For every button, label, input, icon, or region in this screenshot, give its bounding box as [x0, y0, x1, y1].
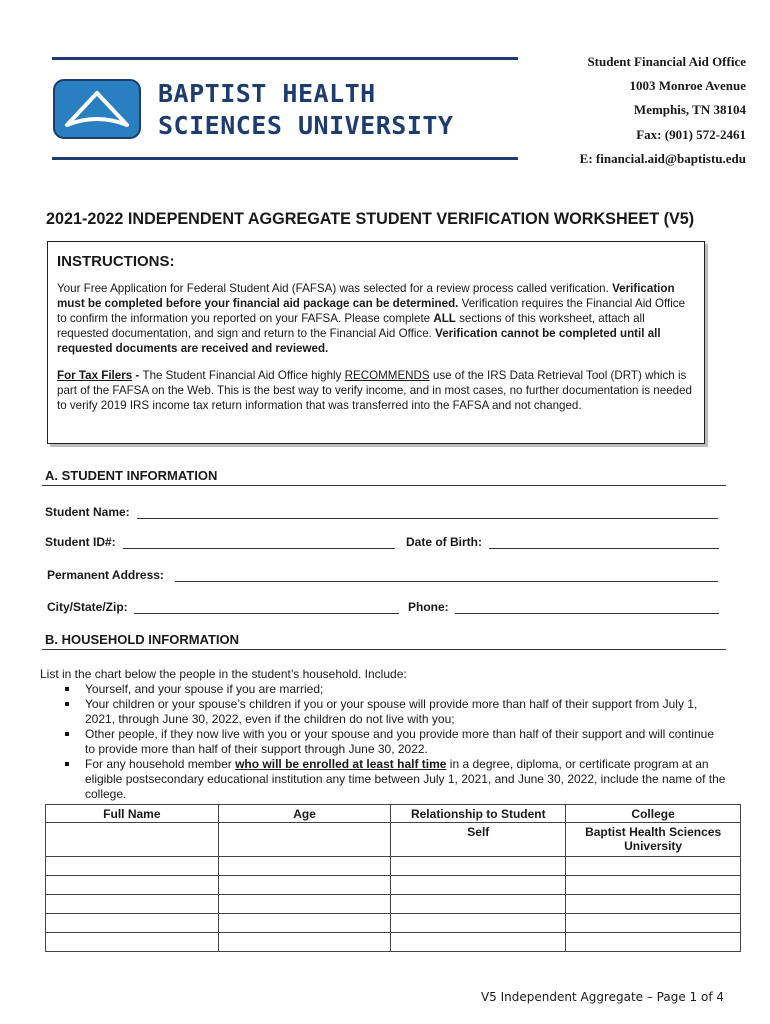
cell-relationship[interactable] [391, 914, 566, 933]
logo-text-line1: BAPTIST HEALTH [158, 79, 376, 108]
student-id-label: Student ID#: [45, 535, 116, 549]
instr-text: Your Free Application for Federal Student Aid (FAFSA) was selected for a review process called verification. [57, 282, 613, 295]
table-row [46, 914, 741, 933]
office-fax: Fax: (901) 572-2461 [636, 127, 746, 142]
city-field[interactable] [134, 613, 399, 614]
phone-label: Phone: [408, 600, 449, 614]
student-name-field[interactable] [137, 518, 718, 519]
office-street: 1003 Monroe Avenue [629, 78, 746, 93]
instr-emphasis: Verification must be completed before your financial aid package can be determined. [57, 282, 675, 310]
instructions-paragraph [57, 281, 697, 356]
cell-relationship[interactable] [391, 933, 566, 952]
city-label: City/State/Zip: [47, 600, 128, 614]
instr-text: Verification requires the Financial Aid Office to confirm the information you reported on your FAFSA. Please complete [57, 297, 686, 325]
instr-dash: - [132, 369, 143, 382]
section-b-heading: B. HOUSEHOLD INFORMATION [45, 632, 240, 647]
list-item [65, 727, 727, 757]
cell-full-name[interactable] [46, 857, 219, 876]
header-full-name: Full Name [46, 805, 219, 823]
table-row [46, 823, 741, 857]
cell-age[interactable] [218, 895, 391, 914]
bullet-text: Your children or your spouse’s children if you or your spouse will provide more than half of their support from July 1, 2021, through June 30, 2022, even if the children do not live with you; [85, 697, 698, 726]
table-header-row [46, 805, 741, 823]
office-email: E: financial.aid@baptistu.edu [579, 151, 746, 166]
bullet-emphasis: who will be enrolled at least half time [235, 757, 447, 771]
address-field[interactable] [175, 581, 718, 582]
table-row [46, 876, 741, 895]
cell-full-name[interactable] [46, 914, 219, 933]
table-row [46, 933, 741, 952]
dob-field[interactable] [489, 548, 719, 549]
instr-text: The Student Financial Aid Office highly [142, 369, 345, 382]
header-age: Age [218, 805, 391, 823]
list-item [65, 682, 727, 697]
address-label: Permanent Address: [47, 568, 164, 582]
bullet-text: Yourself, and your spouse if you are married; [85, 682, 324, 696]
household-intro: List in the chart below the people in the student’s household. Include: [40, 667, 407, 681]
bullet-text: in a degree, diploma, or certificate program at an eligible postsecondary educational institution any time between July 1, 2021, and June 30, 2022, include the name of the college. [85, 757, 726, 801]
cell-relationship[interactable] [391, 895, 566, 914]
office-name: Student Financial Aid Office [587, 54, 746, 69]
cell-relationship[interactable] [391, 876, 566, 895]
cell-college[interactable] [566, 914, 741, 933]
bullet-text: Other people, if they now live with you or your spouse and you provide more than half of their support and will continue to provide more than half of their support through June 30, 2022. [85, 727, 715, 756]
student-name-label: Student Name: [45, 505, 130, 519]
bullet-text: For any household member [85, 757, 236, 771]
instructions-heading: INSTRUCTIONS: [57, 253, 175, 270]
header-relationship: Relationship to Student [391, 805, 566, 823]
office-city: Memphis, TN 38104 [633, 102, 746, 117]
bullet-icon [65, 762, 69, 766]
section-a-rule [42, 485, 726, 486]
bullet-icon [65, 702, 69, 706]
cell-age[interactable] [218, 914, 391, 933]
section-a-heading: A. STUDENT INFORMATION [45, 468, 218, 483]
instr-text: sections of this worksheet, attach all requested documentation, and sign and return to the Financial Aid Office. [57, 312, 645, 340]
table-row [46, 857, 741, 876]
recommends-text: RECOMMENDS [344, 369, 430, 382]
phone-field[interactable] [455, 613, 719, 614]
cell-age[interactable] [218, 876, 391, 895]
cell-full-name[interactable] [46, 876, 219, 895]
list-item [65, 697, 727, 727]
page-footer: V5 Independent Aggregate – Page 1 of 4 [480, 990, 724, 1004]
cell-full-name[interactable] [46, 933, 219, 952]
dob-label: Date of Birth: [406, 535, 482, 549]
logo-top-rule [52, 57, 518, 60]
tax-filers-paragraph [57, 368, 697, 413]
instr-text: use of the IRS Data Retrieval Tool (DRT) which is part of the FAFSA on the Web. This is the best way to verify income, and in most cases, no further documentation is needed to verify 2019 IRS income tax return information that was transferred into the FAFSA and not changed. [57, 369, 692, 412]
cell-relationship[interactable]: Self [391, 823, 566, 857]
cell-full-name[interactable] [46, 895, 219, 914]
instr-emphasis: ALL [433, 312, 456, 325]
household-bullets [65, 682, 727, 802]
header-college: College [566, 805, 741, 823]
student-id-field[interactable] [123, 548, 395, 549]
logo-bottom-rule [52, 157, 518, 160]
household-table [45, 804, 741, 952]
cell-college[interactable] [566, 933, 741, 952]
cell-college[interactable]: Baptist Health Sciences University [566, 823, 741, 857]
logo-text-line2: SCIENCES UNIVERSITY [158, 111, 454, 140]
list-item [65, 757, 727, 802]
instr-emphasis: Verification cannot be completed until all requested documents are received and reviewed. [57, 327, 661, 355]
cell-age[interactable] [218, 857, 391, 876]
table-row [46, 895, 741, 914]
university-logo-icon [53, 79, 141, 139]
cell-college[interactable] [566, 895, 741, 914]
cell-college[interactable] [566, 857, 741, 876]
cell-age[interactable] [218, 933, 391, 952]
section-b-rule [42, 649, 726, 650]
tax-filers-label: For Tax Filers [57, 369, 133, 382]
cell-college[interactable] [566, 876, 741, 895]
worksheet-title: 2021-2022 INDEPENDENT AGGREGATE STUDENT VERIFICATION WORKSHEET (V5) [46, 210, 695, 228]
bullet-icon [65, 732, 69, 736]
bullet-icon [65, 687, 69, 691]
cell-relationship[interactable] [391, 857, 566, 876]
cell-age[interactable] [218, 823, 391, 857]
cell-full-name[interactable] [46, 823, 219, 857]
